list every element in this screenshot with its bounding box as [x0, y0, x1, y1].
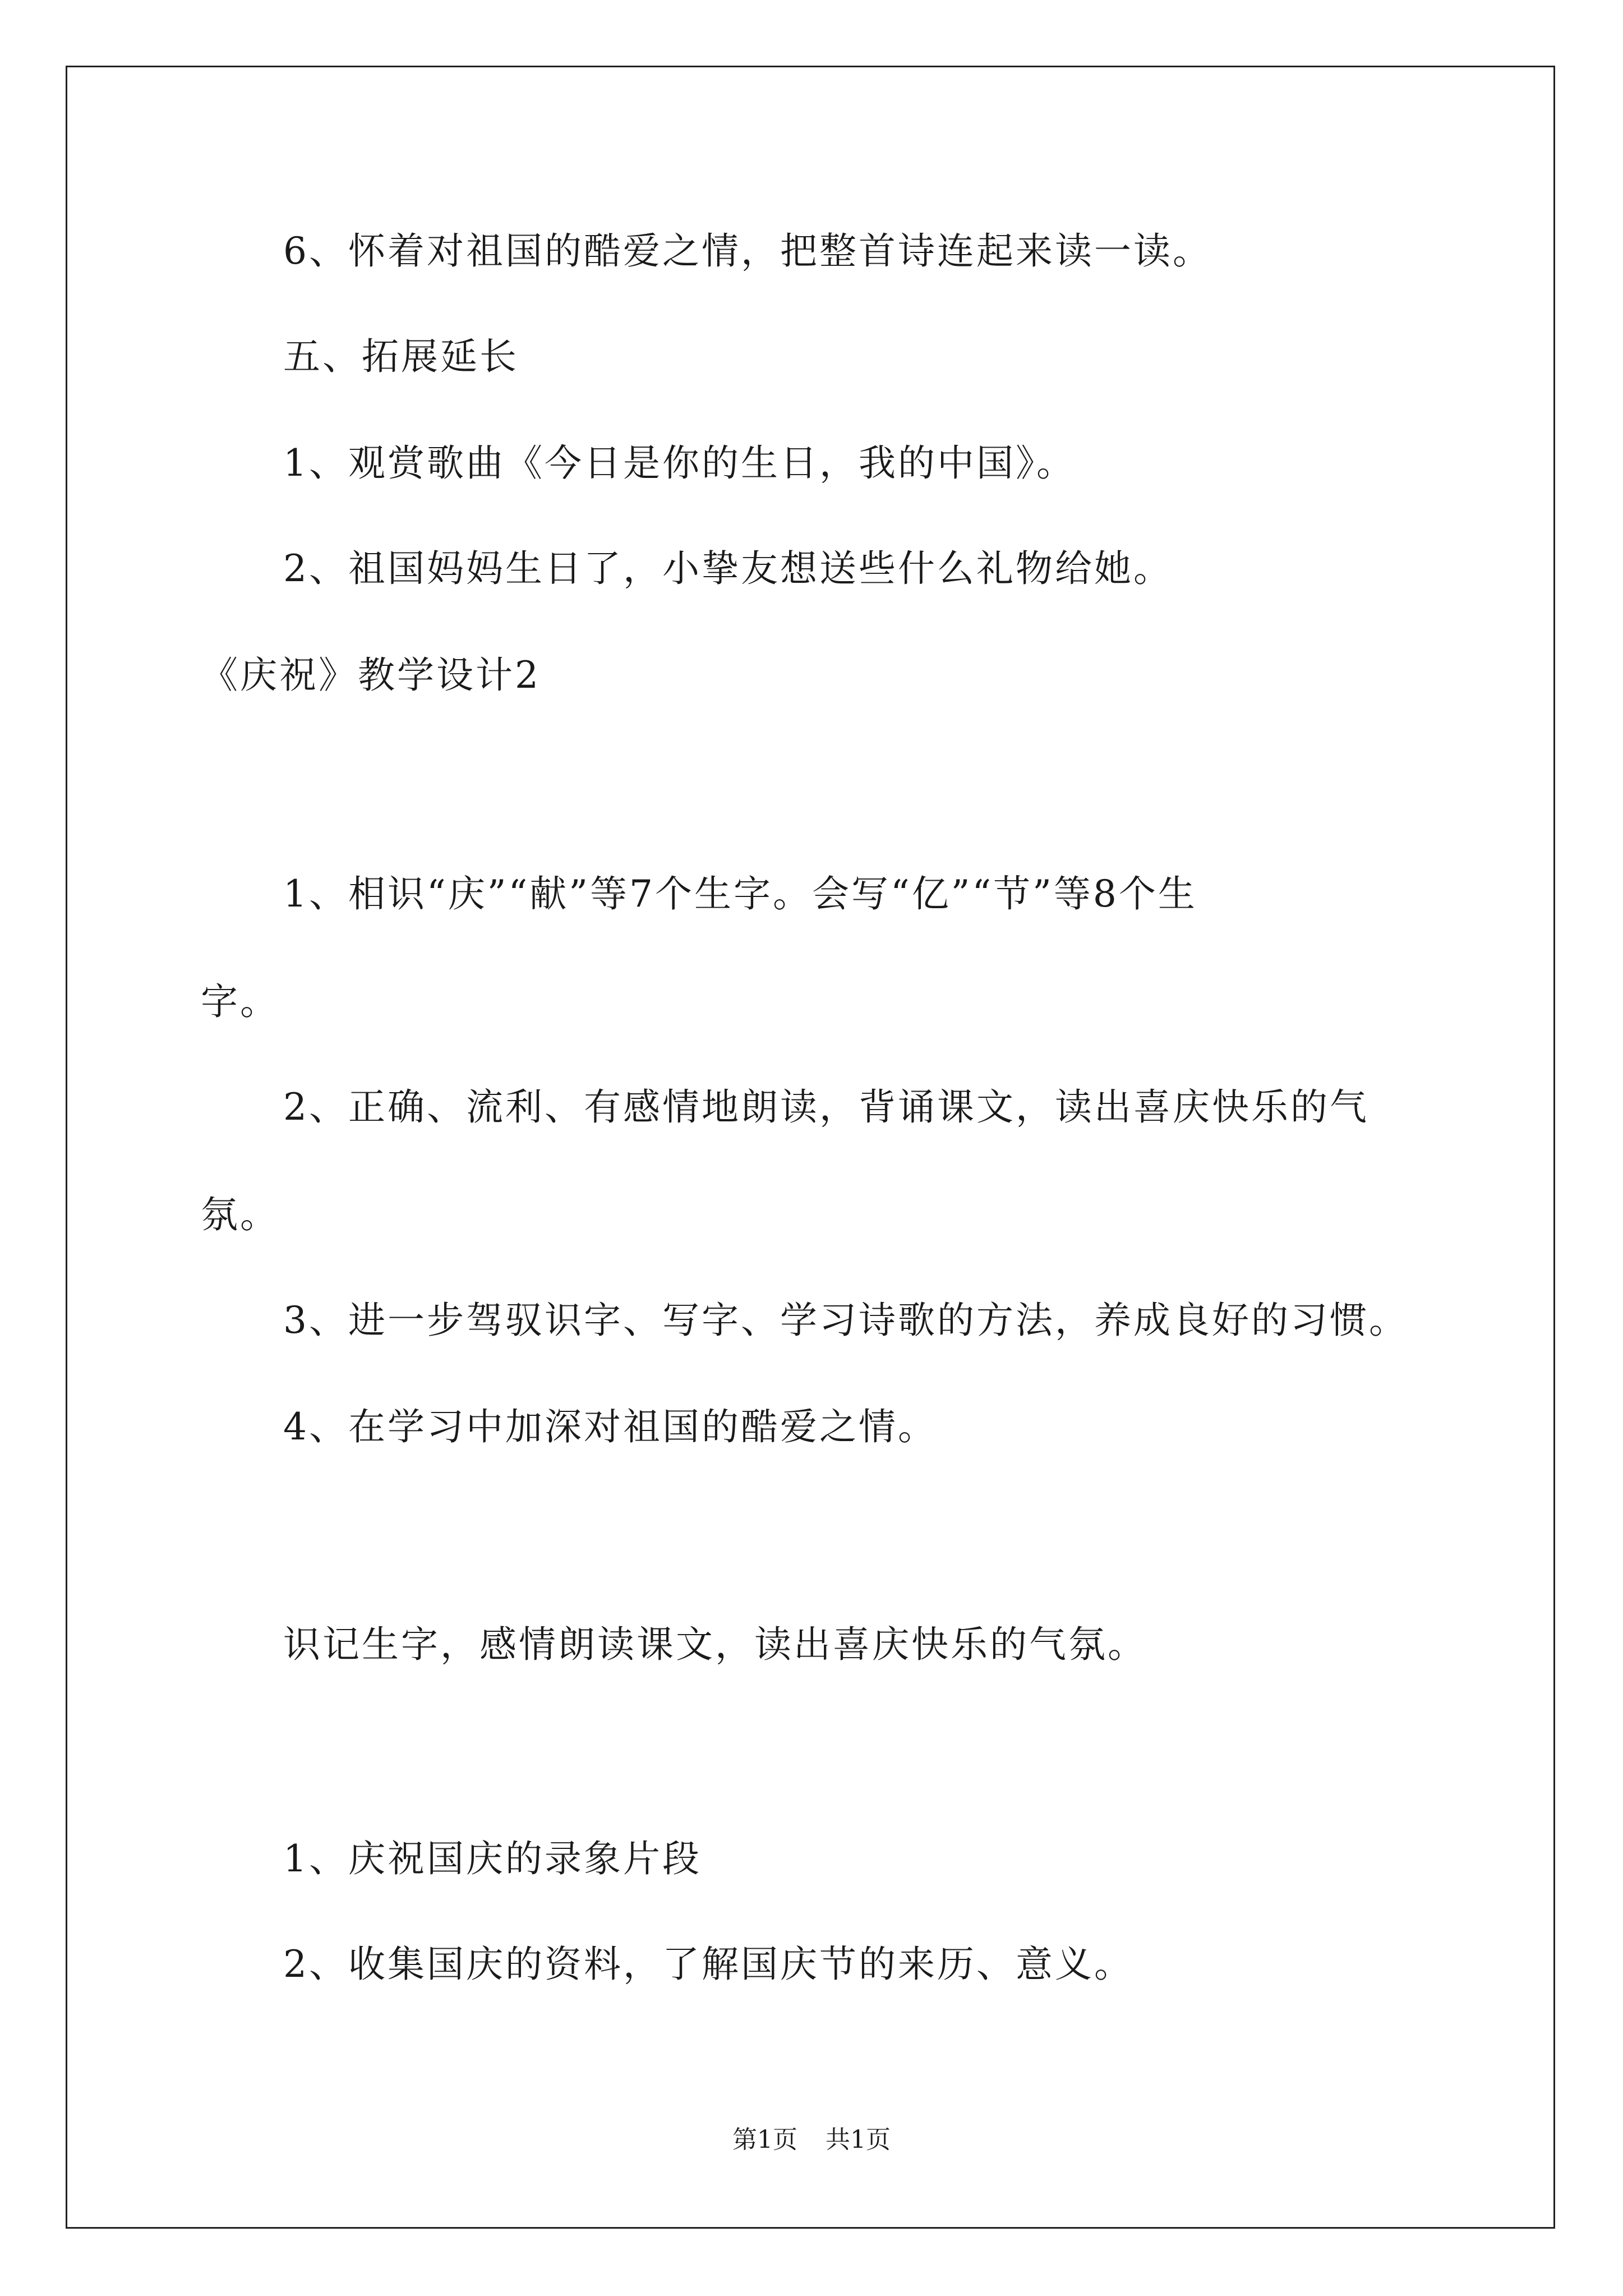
section-heading: 五、拓展延长 — [283, 335, 519, 378]
text-line: 4、在学习中加深对祖国的酷爱之情。 — [283, 1405, 937, 1448]
text-line: 3、进一步驾驭识字、写字、学习诗歌的方法，养成良好的习惯。 — [283, 1299, 1408, 1342]
page-number: 第1页 — [732, 2125, 797, 2154]
text-line: 2、收集国庆的资料，了解国庆节的来历、意义。 — [283, 1943, 1133, 1986]
page-footer — [0, 2125, 1623, 2154]
text-line: 2、正确、流利、有感情地朗读，背诵课文，读出喜庆快乐的气 — [283, 1085, 1369, 1129]
text-line: 6、怀着对祖国的酷爱之情，把整首诗连起来读一读。 — [283, 229, 1212, 273]
text-line: 2、祖国妈妈生日了，小挚友想送些什么礼物给她。 — [283, 547, 1173, 590]
document-title: 《庆祝》教学设计2 — [201, 654, 541, 697]
text-line: 1、庆祝国庆的录象片段 — [283, 1837, 702, 1880]
text-line: 识记生字，感情朗读课文，读出喜庆快乐的气氛。 — [283, 1623, 1147, 1666]
text-line: 氛。 — [201, 1193, 279, 1236]
text-line: 字。 — [201, 980, 279, 1023]
text-line: 1、相识“庆”“献”等7个生字。会写“亿”“节”等8个生 — [283, 872, 1197, 915]
page-count: 共1页 — [826, 2125, 891, 2154]
text-line: 1、观赏歌曲《今日是你的生日，我的中国》。 — [283, 441, 1076, 485]
